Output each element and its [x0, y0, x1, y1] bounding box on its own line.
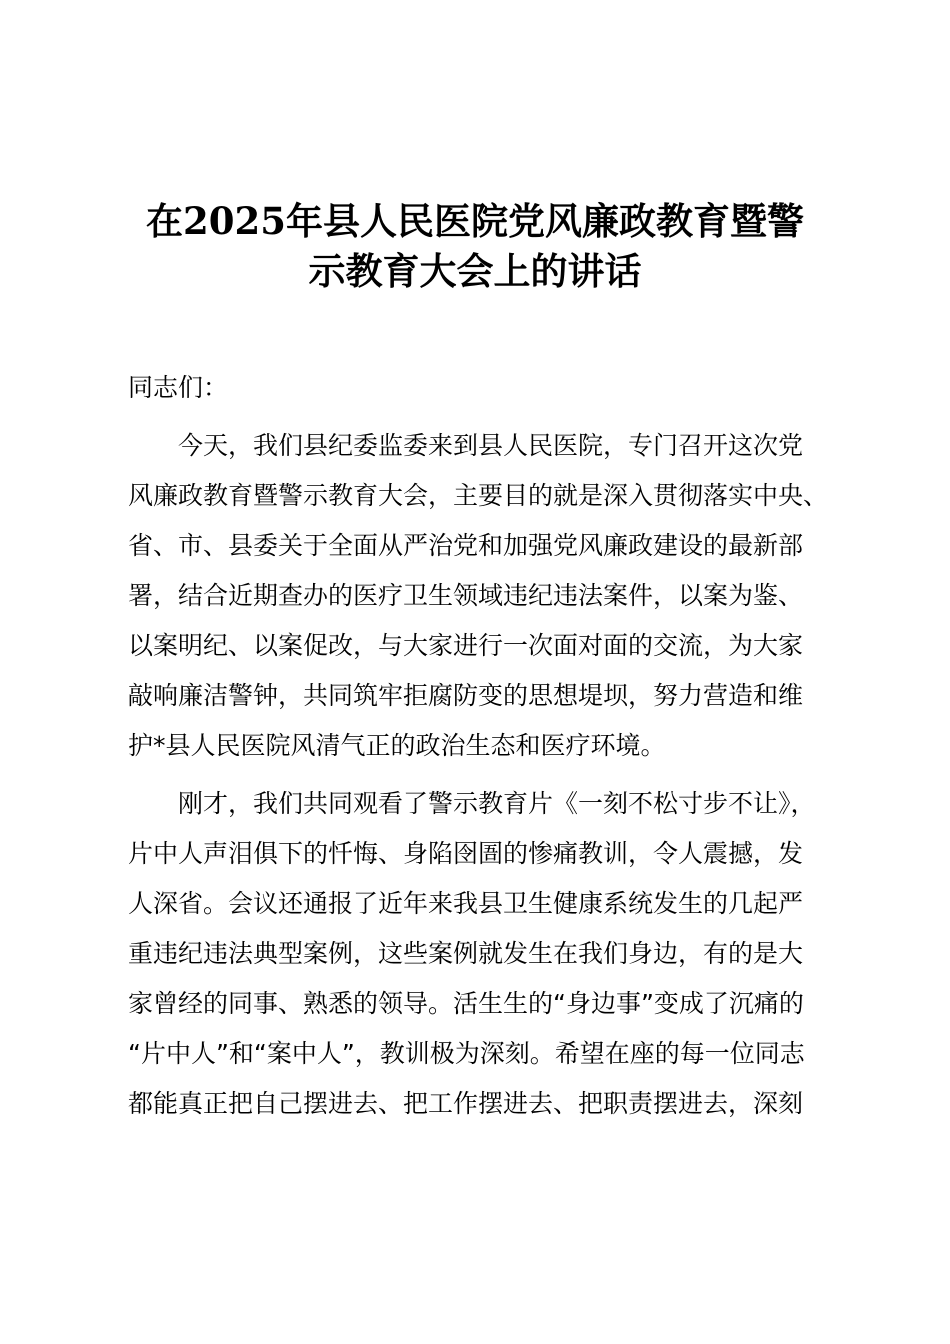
title-line: 示教育大会上的讲话: [308, 249, 642, 293]
text-line: 家曾经的同事、熟悉的领导。活生生的“身边事”变成了沉痛的: [128, 989, 804, 1018]
text-line: 今天，我们县纪委监委来到县人民医院，专门召开这次党: [178, 431, 804, 460]
text-line: 人深省。会议还通报了近年来我县卫生健康系统发生的几起严: [128, 889, 804, 918]
text-line: 片中人声泪俱下的忏悔、身陷囹圄的惨痛教训，令人震撼，发: [128, 839, 804, 868]
text-line: 护*县人民医院风清气正的政治生态和医疗环境。: [128, 731, 666, 760]
text-line: 省、市、县委关于全面从严治党和加强党风廉政建设的最新部: [128, 531, 804, 560]
title-line: 在2025年县人民医院党风廉政教育暨警: [146, 199, 804, 243]
salutation: 同志们：: [128, 373, 229, 402]
text-line: 都能真正把自己摆进去、把工作摆进去、把职责摆进去，深刻: [128, 1089, 804, 1118]
text-line: 以案明纪、以案促改，与大家进行一次面对面的交流，为大家: [128, 631, 804, 660]
text-line: 重违纪违法典型案例，这些案例就发生在我们身边，有的是大: [128, 939, 804, 968]
paragraph: [128, 426, 848, 776]
text-line: 敲响廉洁警钟，共同筑牢拒腐防变的思想堤坝，努力营造和维: [128, 681, 804, 710]
text-line: “片中人”和“案中人”，教训极为深刻。希望在座的每一位同志: [128, 1039, 805, 1068]
document-title: [0, 196, 950, 296]
text-line: 刚才，我们共同观看了警示教育片《一刻不松寸步不让》，: [178, 789, 816, 818]
document-body: [128, 368, 848, 1134]
text-line: 风廉政教育暨警示教育大会，主要目的就是深入贯彻落实中央、: [128, 481, 829, 510]
paragraph: [128, 784, 848, 1134]
text-line: 署，结合近期查办的医疗卫生领域违纪违法案件，以案为鉴、: [128, 581, 804, 610]
